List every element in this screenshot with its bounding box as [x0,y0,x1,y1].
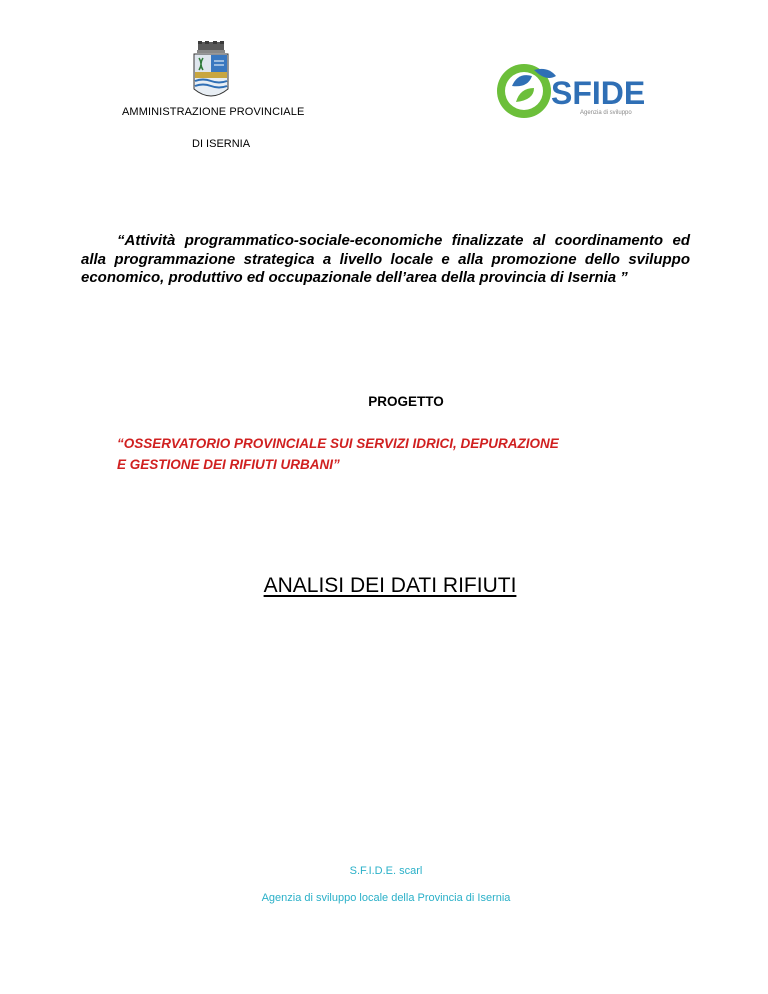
document-title-text: ANALISI DEI DATI RIFIUTI [263,574,517,597]
project-title-line1: “OSSERVATORIO PROVINCIALE SUI SERVIZI IDRICI, DEPURAZIONE [117,436,559,451]
intro-paragraph: “Attività programmatico-sociale-economiche finalizzate al coordinamento ed alla programmazione strategica a livello locale e alla promozione dello sviluppo economico, produttivo ed occupazionale dell’area della provincia di Isernia ” [81,232,690,286]
footer-description: Agenzia di sviluppo locale della Provincia di Isernia [261,892,511,904]
org-name-line2: DI ISERNIA [192,138,251,150]
provincial-crest-icon [189,41,233,103]
project-label: PROGETTO [368,394,444,409]
logo-text: SFIDE [551,75,646,111]
project-title [117,433,677,475]
document-title [0,574,768,598]
footer-company: S.F.I.D.E. scarl [349,865,423,877]
project-title-line2: E GESTIONE DEI RIFIUTI URBANI” [117,457,340,472]
org-name-line1: AMMINISTRAZIONE PROVINCIALE [122,106,305,118]
sfide-logo [494,58,646,124]
logo-subtext: Agenzia di sviluppo [580,110,632,116]
